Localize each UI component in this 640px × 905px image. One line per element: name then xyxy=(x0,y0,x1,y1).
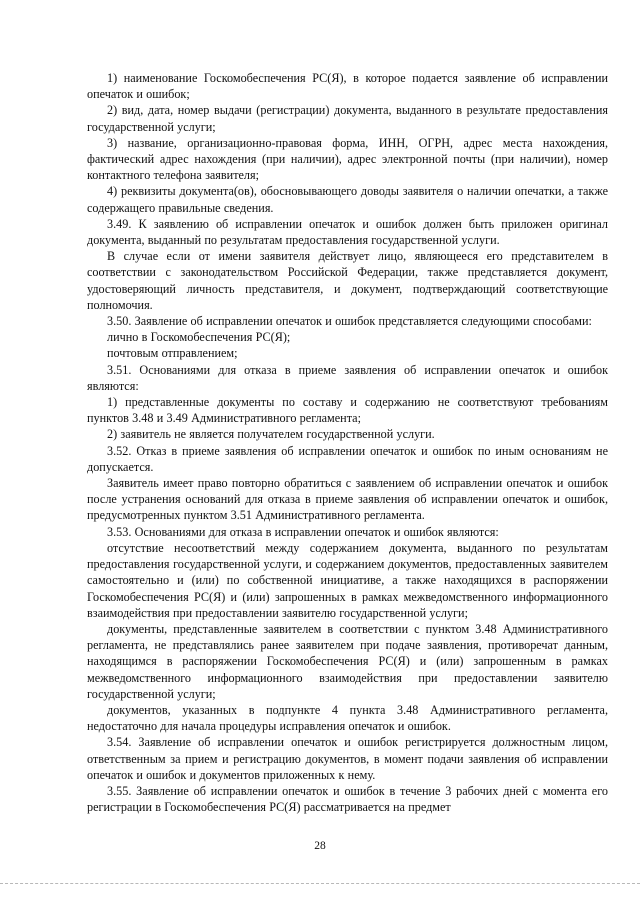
paragraph: документов, указанных в подпункте 4 пункта 3.48 Административного регламента, недостаточно для начала процедуры исправления опечаток и ошибок. xyxy=(87,702,608,734)
paragraph: 3.49. К заявлению об исправлении опечаток и ошибок должен быть приложен оригинал документа, выданный по результатам предоставления государственной услуги. xyxy=(87,216,608,248)
paragraph: Заявитель имеет право повторно обратиться с заявлением об исправлении опечаток и ошибок после устранения оснований для отказа в приеме заявления об исправлении опечаток и ошибок, предусмотренных пунктом 3.51 Административного регламента. xyxy=(87,476,608,523)
paragraph: отсутствие несоответствий между содержанием документа, выданного по результатам предоставления государственной услуги, и содержанием документов, предоставленных заявителем самостоятельно и (или) по собственной инициативе, а также находящихся в распоряжении Госкомобеспечения РС(Я) и (или) запрошенных в рамках межведомственного информационного взаимодействия при предоставлении заявителю государственной услуги; xyxy=(87,540,608,620)
scan-edge-line xyxy=(0,883,640,884)
paragraph: документы, представленные заявителем в соответствии с пунктом 3.48 Административного регламента, не представлялись ранее заявителем при подаче заявления, противоречат данным, находящимся в распоряжении Госкомобеспечения РС(Я) и (или) запрошенным в рамках межведомственного информационного взаимодействия при предоставлении заявителю государственной услуги; xyxy=(87,621,608,701)
document-body xyxy=(87,70,608,815)
paragraph: 3) название, организационно-правовая форма, ИНН, ОГРН, адрес места нахождения, фактический адрес нахождения (при наличии), адрес электронной почты (при наличии), номер контактного телефона заявителя; xyxy=(87,135,608,183)
paragraph: 3.53. Основаниями для отказа в исправлении опечаток и ошибок являются: xyxy=(107,524,499,539)
paragraph: 1) представленные документы по составу и содержанию не соответствуют требованиям пунктов 3.48 и 3.49 Административного регламента; xyxy=(87,395,608,426)
paragraph: почтовым отправлением; xyxy=(107,346,238,361)
paragraph: 3.54. Заявление об исправлении опечаток и ошибок регистрируется должностным лицом, ответственным за прием и регистрацию документов, в момент подачи заявления об исправлении опечаток и ошибок и документов приложенных к нему. xyxy=(87,735,608,782)
paragraph: 4) реквизиты документа(ов), обосновывающего доводы заявителя о наличии опечатки, а также содержащего правильные сведения. xyxy=(87,184,608,215)
paragraph: 3.55. Заявление об исправлении опечаток и ошибок в течение 3 рабочих дней с момента его регистрации в Госкомобеспечения РС(Я) рассматривается на предмет xyxy=(87,783,608,815)
paragraph: 1) наименование Госкомобеспечения РС(Я), в которое подается заявление об исправлении опечаток и ошибок; xyxy=(87,71,608,102)
page-number: 28 xyxy=(314,840,326,852)
paragraph: лично в Госкомобеспечения РС(Я); xyxy=(107,330,291,345)
paragraph: 3.50. Заявление об исправлении опечаток и ошибок представляется следующими способами: xyxy=(107,314,592,329)
paragraph: 2) вид, дата, номер выдачи (регистрации) документа, выданного в результате предоставления государственной услуги; xyxy=(87,103,608,134)
paragraph: 2) заявитель не является получателем государственной услуги. xyxy=(107,427,435,442)
paragraph: 3.51. Основаниями для отказа в приеме заявления об исправлении опечаток и ошибок являются: xyxy=(87,362,608,393)
paragraph: В случае если от имени заявителя действует лицо, являющееся его представителем в соответствии с законодательством Российской Федерации, также представляется документ, удостоверяющий личность представителя, и документ, подтверждающий соответствующие полномочия. xyxy=(87,249,608,312)
paragraph: 3.52. Отказ в приеме заявления об исправлении опечаток и ошибок по иным основаниям не допускается. xyxy=(87,443,608,474)
